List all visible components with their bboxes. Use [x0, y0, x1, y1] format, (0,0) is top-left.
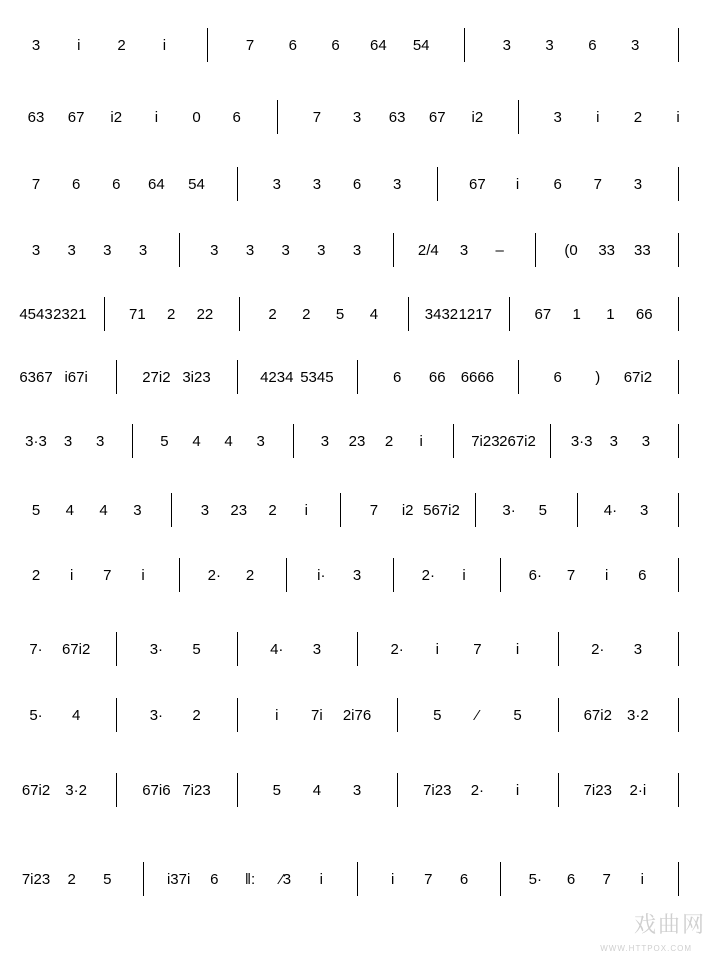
note-token: 67: [67, 109, 85, 126]
barline: [143, 862, 144, 896]
note-token: 3: [633, 176, 643, 193]
barline: [132, 424, 133, 458]
barline: [237, 632, 238, 666]
barline: [558, 632, 559, 666]
note-token: 67: [428, 109, 446, 126]
note-token: 4: [369, 306, 379, 323]
note-token: 7: [602, 871, 611, 888]
barline: [475, 493, 476, 527]
note-token: 5: [31, 502, 41, 519]
barline: [237, 167, 238, 201]
barline: [678, 558, 679, 592]
note-token: –: [495, 242, 504, 259]
note-token: 2321: [53, 306, 87, 323]
note-token: 7: [593, 176, 602, 193]
barline: [171, 493, 172, 527]
note-token: 2·i: [629, 782, 647, 799]
note-token: 3: [633, 641, 643, 658]
barline: [357, 862, 358, 896]
note-token: 3: [609, 433, 618, 450]
note-token: 5: [513, 707, 522, 724]
note-token: 7i23: [423, 782, 452, 799]
barline: [558, 698, 559, 732]
note-token: 5: [433, 707, 442, 724]
barline: [357, 632, 358, 666]
note-token: 67i2: [61, 641, 91, 658]
barline: [397, 773, 398, 807]
note-token: 4·: [270, 641, 284, 658]
note-token: 6: [553, 176, 562, 193]
barline: [509, 297, 510, 331]
note-token: 3: [392, 176, 402, 193]
note-token: 5: [192, 641, 201, 658]
note-token: 7i23: [471, 433, 500, 450]
barline: [678, 360, 679, 394]
note-token: 1: [572, 306, 581, 323]
note-token: ⁄: [476, 707, 479, 724]
note-token: 3: [352, 109, 362, 126]
note-token: 6: [210, 871, 219, 888]
note-token: 7: [473, 641, 482, 658]
note-token: 64: [370, 37, 387, 54]
note-token: i: [77, 37, 81, 54]
note-token: 66: [635, 306, 653, 323]
barline: [408, 297, 409, 331]
note-token: i2: [110, 109, 123, 126]
note-token: 3: [210, 242, 219, 259]
note-token: 66: [428, 369, 446, 386]
note-token: 6: [232, 109, 241, 126]
note-token: i: [304, 502, 308, 519]
note-token: 71: [129, 306, 146, 323]
note-token: i: [162, 37, 167, 54]
note-token: 3: [31, 242, 41, 259]
watermark-url: WWW.HTTPOX.COM: [600, 944, 692, 953]
barline: [237, 698, 238, 732]
note-token: 567i2: [423, 502, 460, 519]
barline: [500, 862, 501, 896]
note-token: i67i: [64, 369, 88, 386]
barline: [678, 493, 679, 527]
barline: [518, 100, 519, 134]
note-token: i: [640, 871, 644, 888]
note-token: i: [275, 707, 279, 724]
note-token: i2: [471, 109, 484, 126]
note-token: i: [596, 109, 600, 126]
note-token: 7: [566, 567, 576, 584]
barline: [393, 558, 394, 592]
note-token: 67: [534, 306, 552, 323]
barline: [678, 167, 679, 201]
note-token: 3: [200, 502, 210, 519]
barline: [286, 558, 287, 592]
barline: [535, 233, 536, 267]
note-token: 3: [96, 433, 105, 450]
note-token: i: [141, 567, 145, 584]
barline: [207, 28, 208, 62]
note-token: 67i2: [583, 707, 612, 724]
note-token: 67i6: [142, 782, 171, 799]
note-token: 3: [640, 502, 649, 519]
note-token: 5·: [528, 871, 542, 888]
note-token: 6: [352, 176, 362, 193]
note-token: 2: [192, 707, 201, 724]
barline: [116, 632, 117, 666]
note-token: 3: [138, 242, 148, 259]
note-token: 7: [103, 567, 112, 584]
note-token: i37i: [166, 871, 191, 888]
note-token: 2: [166, 306, 176, 323]
note-token: 3·3: [25, 433, 47, 450]
note-token: 63: [27, 109, 45, 126]
barline: [237, 773, 238, 807]
note-token: 3: [67, 242, 76, 259]
note-token: 3: [103, 242, 112, 259]
note-token: 6: [566, 871, 576, 888]
note-token: 3: [317, 242, 326, 259]
note-token: 3: [31, 37, 41, 54]
barline: [437, 167, 438, 201]
note-token: ‖:: [244, 871, 256, 888]
note-token: 4234: [260, 369, 294, 386]
note-token: 6: [638, 567, 647, 584]
note-token: 5: [103, 871, 112, 888]
note-token: 6·: [528, 567, 542, 584]
barline: [116, 773, 117, 807]
note-token: 7: [312, 109, 322, 126]
note-token: i·: [317, 567, 326, 584]
note-token: 3: [281, 242, 290, 259]
note-token: 3: [545, 37, 554, 54]
note-token: i2: [401, 502, 414, 519]
barline: [678, 632, 679, 666]
note-token: 2·: [390, 641, 404, 658]
note-token: 4: [192, 433, 201, 450]
note-token: 3: [245, 242, 255, 259]
note-token: 7: [424, 871, 433, 888]
note-token: 2: [117, 37, 126, 54]
barline: [678, 297, 679, 331]
note-token: 4·: [603, 502, 618, 519]
note-token: 6: [288, 37, 297, 54]
note-token: 3: [352, 242, 362, 259]
note-token: 54: [188, 176, 205, 193]
note-token: 2: [384, 433, 394, 450]
barline: [340, 493, 341, 527]
note-token: 4: [312, 782, 322, 799]
note-token: 3·2: [65, 782, 87, 799]
note-token: 3i23: [182, 369, 211, 386]
note-token: 1217: [458, 306, 492, 323]
note-token: 6: [112, 176, 121, 193]
barline: [116, 360, 117, 394]
note-token: ): [595, 369, 601, 386]
note-token: 2·: [470, 782, 485, 799]
barline: [678, 862, 679, 896]
barline: [239, 297, 240, 331]
note-token: ⁄3: [280, 871, 292, 888]
barline: [678, 698, 679, 732]
note-token: 33: [598, 242, 615, 259]
note-token: 2: [302, 306, 311, 323]
note-token: 27i2: [142, 369, 171, 386]
note-token: 2: [67, 871, 76, 888]
note-token: 2·: [421, 567, 435, 584]
note-token: 4: [99, 502, 108, 519]
barline: [678, 773, 679, 807]
note-token: 2: [633, 109, 643, 126]
note-token: 6: [331, 37, 340, 54]
note-token: 3·3: [570, 433, 593, 450]
barline: [518, 360, 519, 394]
barline: [116, 698, 117, 732]
note-token: 6666: [460, 369, 495, 386]
barline: [577, 493, 578, 527]
note-token: i: [515, 782, 520, 799]
note-token: 3: [502, 37, 511, 54]
note-token: 3: [553, 109, 562, 126]
note-token: 67i2: [623, 369, 653, 386]
note-token: 63: [388, 109, 406, 126]
note-token: 0: [192, 109, 201, 126]
note-token: i: [69, 567, 74, 584]
note-token: 3·2: [627, 707, 649, 724]
barline: [293, 424, 294, 458]
note-token: 6: [71, 176, 81, 193]
note-token: 3·: [502, 502, 516, 519]
note-token: 3: [641, 433, 651, 450]
barline: [464, 28, 465, 62]
note-token: i: [676, 109, 680, 126]
note-token: 4: [71, 707, 81, 724]
note-token: 3·: [149, 641, 164, 658]
note-token: i: [419, 433, 423, 450]
note-token: 5: [335, 306, 345, 323]
note-token: 7i23: [21, 871, 51, 888]
note-token: 3432: [424, 306, 459, 323]
barline: [678, 233, 679, 267]
note-token: 3: [312, 176, 322, 193]
barline: [678, 424, 679, 458]
note-token: 5: [538, 502, 547, 519]
note-token: 3: [631, 37, 640, 54]
barline: [237, 360, 238, 394]
note-token: 2: [245, 567, 255, 584]
note-token: 64: [148, 176, 165, 193]
note-token: 3: [320, 433, 330, 450]
note-token: i: [390, 871, 395, 888]
note-token: 6: [553, 369, 562, 386]
note-token: 6: [459, 871, 469, 888]
barline: [179, 233, 180, 267]
barline: [357, 360, 358, 394]
barline: [104, 297, 105, 331]
note-token: 5·: [29, 707, 43, 724]
note-token: 2·: [591, 641, 605, 658]
note-token: i: [154, 109, 159, 126]
note-token: 2: [268, 306, 277, 323]
note-token: i: [462, 567, 466, 584]
barline: [550, 424, 551, 458]
watermark-logo: 戏曲网: [633, 913, 706, 938]
note-token: 5: [272, 782, 281, 799]
note-token: i: [515, 641, 520, 658]
barline: [179, 558, 180, 592]
note-token: i: [319, 871, 323, 888]
note-token: 2: [31, 567, 41, 584]
barline: [393, 233, 394, 267]
note-token: 3: [256, 433, 265, 450]
note-token: 6: [392, 369, 402, 386]
note-token: 4: [224, 433, 233, 450]
note-token: 7i23: [583, 782, 612, 799]
barline: [500, 558, 501, 592]
note-token: i: [604, 567, 609, 584]
note-token: 3: [352, 567, 362, 584]
note-token: 67: [469, 176, 486, 193]
note-token: 6367: [19, 369, 53, 386]
note-token: 2/4: [417, 242, 439, 259]
note-token: 1: [606, 306, 615, 323]
note-token: 3: [272, 176, 281, 193]
note-token: 67i2: [21, 782, 51, 799]
note-token: 23: [230, 502, 248, 519]
note-token: i: [435, 641, 439, 658]
note-token: 5345: [300, 369, 334, 386]
barline: [277, 100, 278, 134]
note-token: 54: [412, 37, 430, 54]
note-token: 7·: [29, 641, 43, 658]
barline: [397, 698, 398, 732]
note-token: 3: [352, 782, 362, 799]
note-token: 4: [65, 502, 74, 519]
note-token: (0: [564, 242, 578, 259]
note-token: 2·: [207, 567, 221, 584]
note-token: 5: [160, 433, 169, 450]
note-token: 3: [459, 242, 469, 259]
barline: [558, 773, 559, 807]
note-token: 3: [63, 433, 73, 450]
note-token: 33: [633, 242, 651, 259]
note-token: 6: [588, 37, 597, 54]
barline: [453, 424, 454, 458]
note-token: 7i23: [182, 782, 211, 799]
note-token: 7: [369, 502, 379, 519]
note-token: 4543: [19, 306, 53, 323]
note-token: i: [515, 176, 520, 193]
barline: [678, 28, 679, 62]
note-token: 3·: [149, 707, 164, 724]
note-token: 7: [245, 37, 255, 54]
note-token: 2i76: [342, 707, 372, 724]
note-token: 3: [312, 641, 322, 658]
note-token: 22: [196, 306, 214, 323]
note-token: 7i: [311, 707, 323, 724]
note-token: 23: [348, 433, 366, 450]
note-token: 2: [268, 502, 277, 519]
note-token: 7: [31, 176, 41, 193]
note-token: 3: [133, 502, 142, 519]
note-token: 267i2: [499, 433, 536, 450]
